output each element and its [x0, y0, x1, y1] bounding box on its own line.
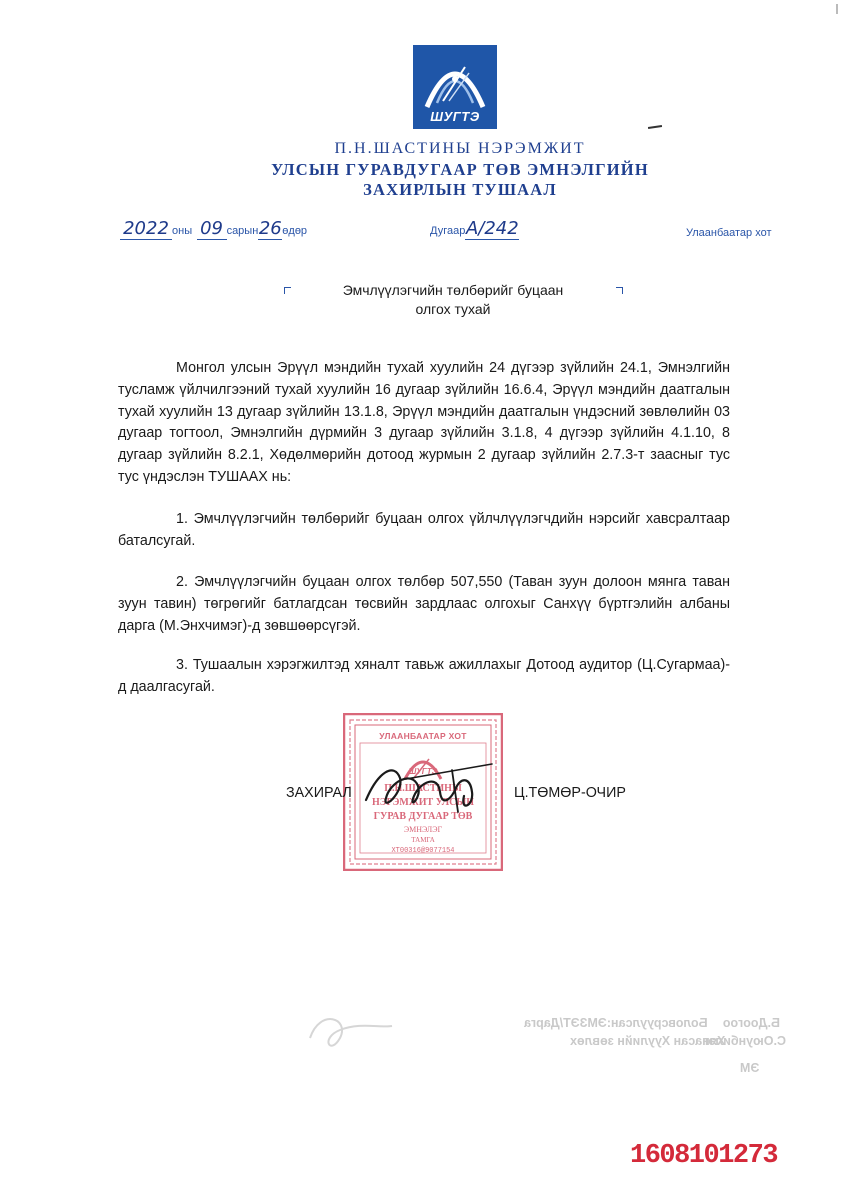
- stamp-logo-text: ШУГТЭ: [408, 767, 438, 776]
- serial-number: 1608101273: [630, 1141, 778, 1171]
- scan-mark: [648, 125, 662, 129]
- stamp-code: ХТ00316@9077154: [391, 847, 455, 855]
- signatory-name: Ц.ТӨМӨР-ОЧИР: [514, 785, 626, 801]
- date-year-label: оны: [172, 225, 193, 237]
- bleed-through-line-3: ЭМ: [740, 1061, 760, 1075]
- order-item-1-text: 1. Эмчлүүлэгчийн төлбөрийг буцаан олгох үйлчлүүлэгчдийн нэрсийг хавсралтаар баталсугай.: [118, 511, 730, 549]
- order-number-label: Дугаар: [430, 225, 466, 237]
- date-day-label: өдөр: [282, 225, 308, 237]
- order-item-1: [118, 509, 730, 553]
- date-month-label: сарын: [226, 225, 259, 237]
- intro-paragraph: [118, 358, 730, 489]
- city: Улаанбаатар хот: [686, 227, 772, 239]
- stamp-line-4: ЭМНЭЛЭГ: [403, 825, 443, 834]
- signatory-title: ЗАХИРАЛ: [286, 785, 352, 801]
- scan-mark: [836, 4, 838, 14]
- subject-corner-left: [284, 287, 291, 294]
- order-number: [430, 218, 519, 240]
- date-day: 26: [258, 218, 282, 239]
- subject: [300, 281, 606, 319]
- bleed-through-line-1: Боловсруулсан:ЭМЗЭТ/Дарга: [524, 1016, 708, 1030]
- stamp-line-5: ТАМГА: [411, 836, 435, 844]
- subject-corner-right: [616, 287, 623, 294]
- header-line-1: П.Н.ШАСТИНЫ НЭРЭМЖИТ: [334, 140, 586, 157]
- stamp-line-3: ГУРАВ ДУГААР ТӨВ: [373, 811, 473, 822]
- order-number-value: А/242: [465, 218, 519, 239]
- stamp-line-1: П.Н.ШАСТИНЫ: [384, 783, 462, 794]
- order-item-2-text: 2. Эмчлүүлэгчийн буцаан олгох төлбөр 507,550 (Таван зуун долоон мянга таван зуун тавин) төгрөгийг батлагдсан төсвийн зардлаас олгохыг Санхүү бүртгэлийн албаны дарга (М.Энхчимэг)-д зөвшөөрсүгэй.: [118, 574, 730, 634]
- order-item-3: [118, 655, 730, 699]
- order-date: [120, 218, 307, 240]
- logo-text: ШУГТЭ: [430, 109, 480, 124]
- subject-line-2: олгох тухай: [415, 301, 491, 317]
- stamp-line-2: НЭРЭМЖИТ УЛСЫН: [371, 797, 475, 808]
- order-item-3-text: 3. Тушаалын хэрэгжилтэд хяналт тавьж ажиллахыг Дотоод аудитор (Ц.Сугармаа)-д даалгасугай.: [118, 657, 730, 695]
- subject-line-1: Эмчлүүлэгчийн төлбөрийг буцаан: [342, 282, 564, 298]
- handwritten-signature-icon: [360, 752, 500, 822]
- bleed-through-line-5: С.Оюунбилэг: [703, 1034, 786, 1048]
- bleed-through-line-4: Б.Доогоо: [722, 1016, 780, 1030]
- intro-text: Монгол улсын Эрүүл мэндийн тухай хуулийн 24 дүгээр зүйлийн 24.1, Эмнэлгийн тусламж үйлчилгээний тухай хуулийн 16 дугаар зүйлийн 16.6.4, Эрүүл мэндийн даатгалын тухай хуулийн 13 дугаар зүйлийн 13.1.8, Эрүүл мэндийн даатгалын үндэсний зөвлөлийн 03 дугаар тогтоол, Эмнэлгийн дүрмийн 3 дугаар зүйлийн 3.1.8, 4 дүгээр зүйлийн 4.1.10, 8 дугаар зүйлийн 8.2.1, Хөдөлмөрийн дотоод журмын 2 дугаар зүйлийн 2.7.3-т заасныг тус тус үндэслэн ТУШААХ нь:: [118, 360, 730, 485]
- hospital-logo: [413, 45, 497, 129]
- date-year: 2022: [120, 218, 172, 240]
- bleed-through-line-2: Хянасан Хуулийн зөвлөх: [570, 1034, 726, 1048]
- bleed-through-signature-icon: [300, 1008, 400, 1058]
- order-item-2: [118, 572, 730, 637]
- stamp-top-text: УЛААНБААТАР ХОТ: [379, 731, 467, 741]
- date-month: 09: [197, 218, 227, 240]
- header-line-3: ЗАХИРЛЫН ТУШААЛ: [363, 180, 557, 199]
- header-line-2: УЛСЫН ГУРАВДУГААР ТӨВ ЭМНЭЛГИЙН: [271, 160, 649, 179]
